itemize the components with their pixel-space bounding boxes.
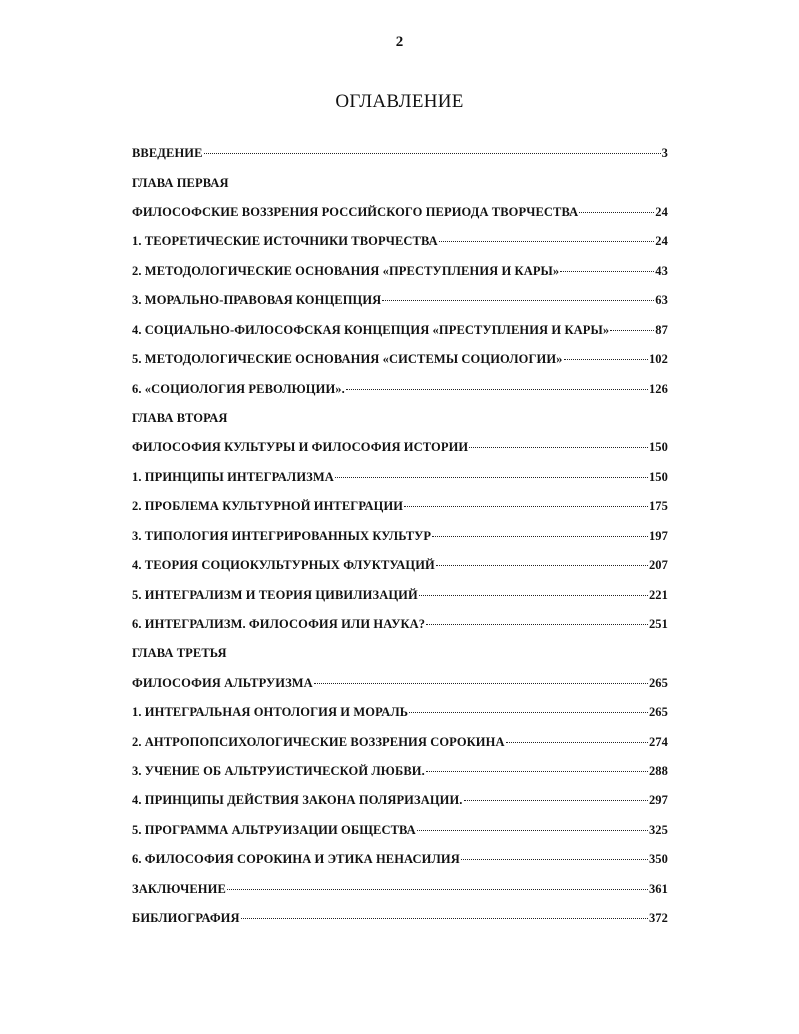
toc-entry-label: 5. ИНТЕГРАЛИЗМ И ТЕОРИЯ ЦИВИЛИЗАЦИЙ [132, 588, 418, 602]
dot-leader [436, 565, 648, 566]
toc-entry-label: 6. ФИЛОСОФИЯ СОРОКИНА И ЭТИКА НЕНАСИЛИЯ [132, 852, 460, 866]
dot-leader [506, 742, 648, 743]
toc-entry[interactable] [132, 588, 668, 606]
toc-entry[interactable] [132, 323, 668, 341]
page-number: 2 [395, 34, 404, 50]
dot-leader [335, 477, 648, 478]
toc-entry-label: 5. ПРОГРАММА АЛЬТРУИЗАЦИИ ОБЩЕСТВА [132, 823, 416, 837]
toc-entry[interactable] [132, 499, 668, 517]
toc-entry-page: 274 [648, 735, 668, 749]
dot-leader [426, 624, 648, 625]
dot-leader [382, 300, 654, 301]
toc-entry[interactable] [132, 852, 668, 870]
toc-entry-page: 207 [648, 558, 668, 572]
toc-entry-label: ГЛАВА ВТОРАЯ [132, 411, 228, 425]
toc-entry-page: 126 [648, 382, 668, 396]
toc-entry-label: БИБЛИОГРАФИЯ [132, 911, 240, 925]
toc-entry-label: 4. СОЦИАЛЬНО-ФИЛОСОФСКАЯ КОНЦЕПЦИЯ «ПРЕСТУПЛЕНИЯ И КАРЫ» [132, 323, 610, 337]
toc-entry[interactable] [132, 352, 668, 370]
toc-entry-label: 1. ТЕОРЕТИЧЕСКИЕ ИСТОЧНИКИ ТВОРЧЕСТВА [132, 234, 438, 248]
toc-entry-label: 2. ПРОБЛЕМА КУЛЬТУРНОЙ ИНТЕГРАЦИИ [132, 499, 404, 513]
toc-entry-page: 197 [648, 529, 668, 543]
toc-entry-page: 24 [655, 234, 668, 248]
dot-leader [610, 330, 654, 331]
toc-entry-page: 150 [648, 470, 668, 484]
toc-entry[interactable] [132, 558, 668, 576]
toc-entry-label: 2. АНТРОПОПСИХОЛОГИЧЕСКИЕ ВОЗЗРЕНИЯ СОРОКИНА [132, 735, 505, 749]
toc-entry[interactable] [132, 264, 668, 282]
toc-entry[interactable] [132, 146, 668, 164]
toc-chapter-heading [132, 646, 668, 664]
toc-entry-label: ВВЕДЕНИЕ [132, 146, 203, 160]
toc-entry-page: 3 [661, 146, 668, 160]
toc-entry[interactable] [132, 234, 668, 252]
toc-entry[interactable] [132, 382, 668, 400]
dot-leader [560, 271, 654, 272]
toc-entry-label: ФИЛОСОФИЯ АЛЬТРУИЗМА [132, 676, 313, 690]
toc-entry[interactable] [132, 440, 668, 458]
toc-entry-label: ЗАКЛЮЧЕНИЕ [132, 882, 226, 896]
dot-leader [461, 859, 648, 860]
toc-entry[interactable] [132, 911, 668, 929]
toc-entry[interactable] [132, 823, 668, 841]
dot-leader [417, 830, 648, 831]
page-title: ОГЛАВЛЕНИЕ [335, 90, 464, 112]
dot-leader [464, 800, 648, 801]
toc-entry-page: 43 [655, 264, 668, 278]
toc-entry-page: 372 [648, 911, 668, 925]
toc-entry-page: 350 [648, 852, 668, 866]
toc-entry[interactable] [132, 529, 668, 547]
toc-entry-page: 265 [648, 705, 668, 719]
dot-leader [579, 212, 654, 213]
toc-entry-label: ГЛАВА ТРЕТЬЯ [132, 646, 227, 660]
toc-entry-page: 24 [655, 205, 668, 219]
dot-leader [409, 712, 648, 713]
toc-entry-page: 361 [648, 882, 668, 896]
toc-entry[interactable] [132, 676, 668, 694]
dot-leader [432, 536, 648, 537]
toc-entry-label: 2. МЕТОДОЛОГИЧЕСКИЕ ОСНОВАНИЯ «ПРЕСТУПЛЕНИЯ И КАРЫ» [132, 264, 560, 278]
toc-entry-page: 150 [648, 440, 668, 454]
toc-entry-label: 5. МЕТОДОЛОГИЧЕСКИЕ ОСНОВАНИЯ «СИСТЕМЫ СОЦИОЛОГИИ» [132, 352, 563, 366]
toc-chapter-heading [132, 176, 668, 194]
toc-entry-label: 6. ИНТЕГРАЛИЗМ. ФИЛОСОФИЯ ИЛИ НАУКА? [132, 617, 426, 631]
toc-entry-page: 288 [648, 764, 668, 778]
dot-leader [204, 153, 661, 154]
dot-leader [227, 889, 648, 890]
toc-entry[interactable] [132, 882, 668, 900]
toc-entry-label: 1. ПРИНЦИПЫ ИНТЕГРАЛИЗМА [132, 470, 334, 484]
dot-leader [564, 359, 648, 360]
toc-entry[interactable] [132, 793, 668, 811]
toc-entry-label: 4. ТЕОРИЯ СОЦИОКУЛЬТУРНЫХ ФЛУКТУАЦИЙ [132, 558, 435, 572]
dot-leader [419, 595, 648, 596]
toc-entry-page: 325 [648, 823, 668, 837]
toc-entry-page: 221 [648, 588, 668, 602]
toc-entry[interactable] [132, 293, 668, 311]
toc-entry-page: 175 [648, 499, 668, 513]
toc-entry-label: ГЛАВА ПЕРВАЯ [132, 176, 229, 190]
toc-entry[interactable] [132, 735, 668, 753]
toc-entry-label: 4. ПРИНЦИПЫ ДЕЙСТВИЯ ЗАКОНА ПОЛЯРИЗАЦИИ. [132, 793, 463, 807]
toc-entry-label: 6. «СОЦИОЛОГИЯ РЕВОЛЮЦИИ». [132, 382, 345, 396]
toc-entry-label: 3. МОРАЛЬНО-ПРАВОВАЯ КОНЦЕПЦИЯ [132, 293, 382, 307]
toc-entry-page: 87 [655, 323, 668, 337]
toc-entry-label: 1. ИНТЕГРАЛЬНАЯ ОНТОЛОГИЯ И МОРАЛЬ [132, 705, 409, 719]
dot-leader [469, 447, 648, 448]
toc-entry-label: ФИЛОСОФИЯ КУЛЬТУРЫ И ФИЛОСОФИЯ ИСТОРИИ [132, 440, 469, 454]
dot-leader [346, 389, 648, 390]
toc-entry[interactable] [132, 470, 668, 488]
toc-chapter-heading [132, 411, 668, 429]
toc-entry[interactable] [132, 705, 668, 723]
toc-entry-page: 297 [648, 793, 668, 807]
dot-leader [241, 918, 648, 919]
toc-entry-label: 3. ТИПОЛОГИЯ ИНТЕГРИРОВАННЫХ КУЛЬТУР [132, 529, 432, 543]
toc-entry-page: 251 [648, 617, 668, 631]
toc-entry[interactable] [132, 617, 668, 635]
toc-entry-page: 63 [655, 293, 668, 307]
toc-entry[interactable] [132, 205, 668, 223]
dot-leader [426, 771, 648, 772]
toc-entry-label: ФИЛОСОФСКИЕ ВОЗЗРЕНИЯ РОССИЙСКОГО ПЕРИОДА ТВОРЧЕСТВА [132, 205, 579, 219]
toc-entry[interactable] [132, 764, 668, 782]
toc-entry-page: 265 [648, 676, 668, 690]
toc-entry-page: 102 [648, 352, 668, 366]
toc-entry-label: 3. УЧЕНИЕ ОБ АЛЬТРУИСТИЧЕСКОЙ ЛЮБВИ. [132, 764, 425, 778]
dot-leader [314, 683, 648, 684]
dot-leader [439, 241, 655, 242]
dot-leader [404, 506, 648, 507]
